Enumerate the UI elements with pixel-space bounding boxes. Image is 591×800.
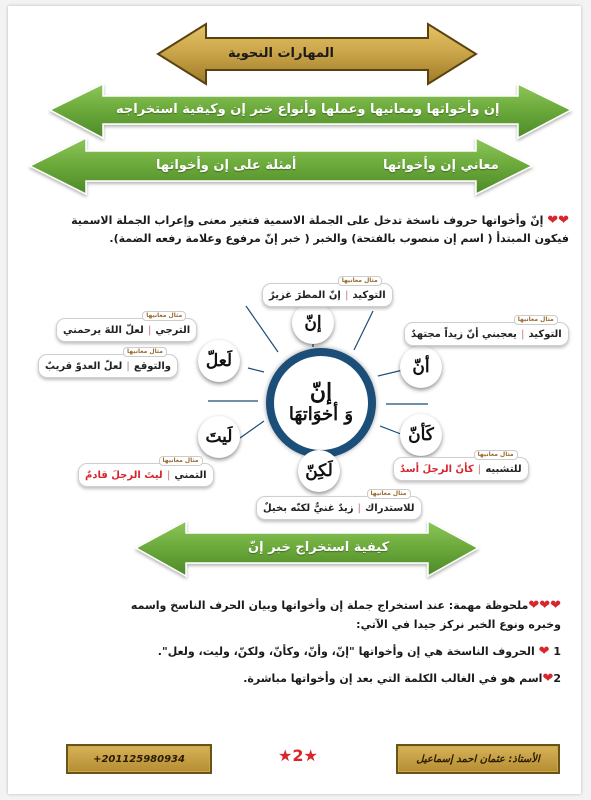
card-meaning: للتشبيه <box>485 463 522 475</box>
document-page <box>8 6 581 794</box>
card-example: ليتَ الرجلَ قادمٌ <box>85 469 163 481</box>
intro-line-2: فيكون المبتدأ ( اسم إن منصوب بالفتحة) والخبر ( خبر إنّ مرفوع وعلامة رفعه الضمة). <box>109 232 569 245</box>
example-card-inna: مثال معانيها التوكيد | إنّ المطرَ غزيرٌ <box>262 283 393 307</box>
heart-icon: ❤ <box>538 644 550 659</box>
notes-heading-2: وخبره ونوع الخبر نركز جيدا في الآتي: <box>356 618 561 631</box>
example-card-kaanna: مثال معانيها للتشبيه | كأنّ الرجلَ أسدٌ <box>393 457 529 481</box>
center-bottom-text: وَ أخوَاتهَا <box>288 404 354 425</box>
item-2-number: 2 <box>553 672 561 685</box>
card-tag: مثال معانيها <box>142 311 186 321</box>
card-example: يعجبني أنّ زيداً مجتهدٌ <box>411 328 517 340</box>
card-tag: مثال معانيها <box>123 347 167 357</box>
page-number-text: 2 <box>292 746 304 765</box>
card-meaning: التوكيد <box>352 289 386 301</box>
card-example: لعلّ اللهَ يرحمني <box>63 324 144 336</box>
card-tag: مثال معانيها <box>514 315 558 325</box>
meanings-text: معاني إن وأخواتها <box>383 158 499 173</box>
examples-text: أمثلة على إن وأخواتها <box>156 158 297 173</box>
example-card-layta: مثال معانيها التمني | ليتَ الرجلَ قادمٌ <box>78 463 214 487</box>
diagram-center <box>266 348 376 458</box>
card-meaning: الترجي <box>155 324 191 336</box>
card-tag: مثال معانيها <box>367 489 411 499</box>
card-meaning: التوكيد <box>528 328 562 340</box>
particle-lakinna: لَكِنّ <box>298 450 340 492</box>
note-item-1: الحروف الناسخة هي إن وأخواتها "إنّ، وأنّ، وكأنّ، ولكنّ، وليت، ولعل". <box>157 645 535 658</box>
example-card-laalla-2: مثال معانيها والتوقع | لعلّ العدوّ قريبٌ <box>38 354 178 378</box>
particle-anna: أنّ <box>400 346 442 388</box>
card-example: زيدٌ غنيٌّ لكنّه بخيلٌ <box>263 502 354 514</box>
star-icon: ★ <box>303 746 318 765</box>
item-1-number: 1 <box>553 645 561 658</box>
phone-plate <box>66 744 212 774</box>
heart-icon: ❤❤ <box>547 213 569 228</box>
card-example: لعلّ العدوّ قريبٌ <box>45 360 123 372</box>
heart-icon: ❤ <box>542 671 554 686</box>
note-item-2: اسم هو في الغالب الكلمة التي بعد إن وأخواتها مباشرة. <box>243 672 543 685</box>
teacher-name: الأستاذ: عثمان احمد إسماعيل <box>416 753 540 765</box>
card-meaning: والتوقع <box>133 360 172 372</box>
card-tag: مثال معانيها <box>159 456 203 466</box>
heart-icon: ❤❤❤ <box>528 598 561 613</box>
particle-laalla: لَعلّ <box>198 340 240 382</box>
particle-layta: لَيتَ <box>198 416 240 458</box>
teacher-plate <box>396 744 560 774</box>
star-icon: ★ <box>278 746 293 765</box>
phone-number: +201125980934 <box>93 753 185 765</box>
card-meaning: التمني <box>174 469 207 481</box>
center-top-text: إنّ <box>309 379 333 405</box>
title-text: المهارات النحوية <box>228 46 334 61</box>
example-card-lakinna: مثال معانيها للاستدراك | زيدٌ غنيٌّ لكنّه بخيلٌ <box>256 496 422 520</box>
notes-section <box>31 596 561 688</box>
particle-inna: إنّ <box>292 302 334 344</box>
intro-paragraph <box>29 212 569 248</box>
card-example: كأنّ الرجلَ أسدٌ <box>400 463 474 475</box>
card-tag: مثال معانيها <box>338 276 382 286</box>
example-card-anna: مثال معانيها التوكيد | يعجبني أنّ زيداً مجتهدٌ <box>404 322 569 346</box>
extract-text: كيفية استخراج خبر إنّ <box>248 540 390 555</box>
example-card-laalla-1: مثال معانيها الترجي | لعلّ اللهَ يرحمني <box>56 318 197 342</box>
card-tag: مثال معانيها <box>474 450 518 460</box>
topic-text: إن وأخواتها ومعانيها وعملها وأنواع خبر إن وكيفية استخراجه <box>116 102 500 117</box>
card-example: إنّ المطرَ غزيرٌ <box>269 289 341 301</box>
notes-heading: ملحوظة مهمة: عند استخراج جملة إن وأخواتها وبيان الحرف الناسخ واسمه <box>130 599 529 612</box>
intro-line-1: إنّ وأخواتها حروف ناسخة تدخل على الجملة الاسمية فتغير معنى وإعراب الجملة الاسمية <box>71 214 544 227</box>
card-meaning: للاستدراك <box>365 502 415 514</box>
particle-kaanna: كَأنّ <box>400 414 442 456</box>
page-number <box>278 746 318 765</box>
